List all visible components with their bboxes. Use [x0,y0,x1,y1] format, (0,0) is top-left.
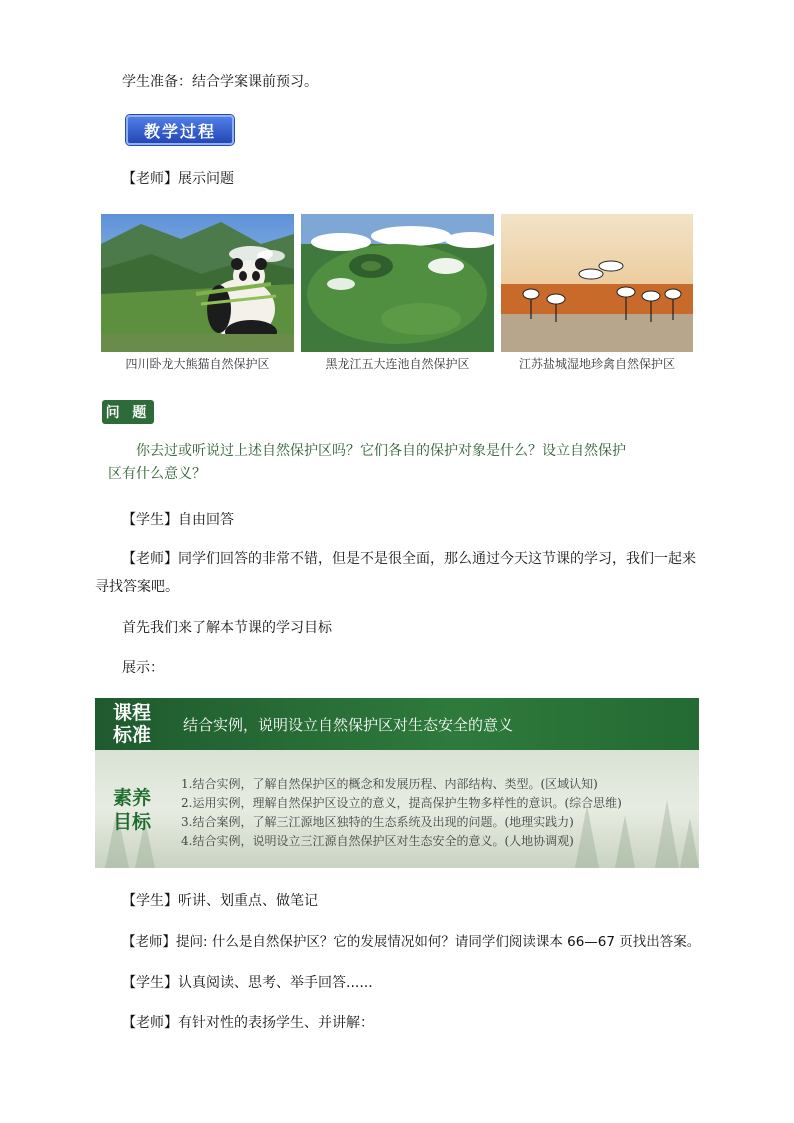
line-text: 展示问题 [178,171,234,187]
photo-wudalianchi-reserve [301,214,494,352]
speaker-tag: 【老师】 [122,934,176,950]
label-line: 标准 [112,724,151,746]
teaching-process-button: 教学过程 [126,115,234,145]
panda-photo-image [101,214,294,352]
objectives-banner [95,698,699,868]
curriculum-standard-text: 结合实例，说明设立自然保护区对生态安全的意义 [183,716,514,734]
line-text: 有针对性的表扬学生、并讲解： [178,1015,374,1031]
student-answer-line [122,510,234,530]
teacher-show-line [122,169,234,189]
photo-panda-reserve [101,214,294,352]
speaker-tag: 【学生】 [122,893,178,909]
speaker-tag: 【老师】 [122,1015,178,1031]
curriculum-standard-bar [95,698,699,750]
speaker-tag: 【学生】 [122,512,178,528]
speaker-tag: 【老师】 [122,171,178,187]
student-listen-line [122,891,318,911]
question-line-1: 你去过或听说过上述自然保护区吗？它们各自的保护对象是什么？设立自然保护 [136,443,626,459]
literacy-goals-panel [95,750,699,868]
intro-text: 学生准备：结合学案课前预习。 [122,74,318,90]
cranes-photo-image [501,214,693,352]
question-line-2: 区有什么意义？ [108,466,206,482]
line-text: 自由回答 [178,512,234,528]
objectives-intro: 首先我们来了解本节课的学习目标 [122,620,332,636]
goal-item: 3.结合案例，了解三江源地区独特的生态系统及出现的问题。(地理实践力) [181,815,574,829]
speaker-tag: 【老师】 [122,551,178,567]
photo-yancheng-reserve [501,214,693,352]
line-text: 同学们回答的非常不错，但是不是很全面，那么通过今天这节课的学习，我们一起来 [178,551,696,567]
line-text: 认真阅读、思考、举手回答...... [178,975,373,991]
volcano-photo-image [301,214,494,352]
teacher-comment-line-2: 寻找答案吧。 [95,579,179,595]
photo-caption: 黑龙江五大连池自然保护区 [325,357,470,371]
goal-item: 1.结合实例，了解自然保护区的概念和发展历程、内部结构、类型。(区域认知) [181,777,598,791]
curriculum-standard-label [103,702,161,746]
show-label: 展示： [122,660,164,676]
goal-item: 2.运用实例，理解自然保护区设立的意义，提高保护生物多样性的意识。(综合思维) [181,796,622,810]
label-line: 素养 [112,787,151,809]
line-text: 提问: 什么是自然保护区？它的发展情况如何？请同学们阅读课本 66—67 页找出答案。 [176,934,701,950]
goal-item: 4.结合实例，说明设立三江源自然保护区对生态安全的意义。(人地协调观) [181,834,574,848]
photo-caption: 四川卧龙大熊猫自然保护区 [125,357,270,371]
line-text: 听讲、划重点、做笔记 [178,893,318,909]
label-line: 课程 [112,702,151,724]
literacy-goals-label [103,786,161,834]
teacher-comment-line-1 [122,549,696,569]
photo-caption: 江苏盐城湿地珍禽自然保护区 [518,357,675,371]
teacher-praise-line [122,1013,374,1033]
student-read-line [122,973,373,993]
teacher-ask-line [122,932,700,952]
speaker-tag: 【学生】 [122,975,178,991]
question-tag: 问 题 [102,400,154,424]
label-line: 目标 [112,811,151,833]
